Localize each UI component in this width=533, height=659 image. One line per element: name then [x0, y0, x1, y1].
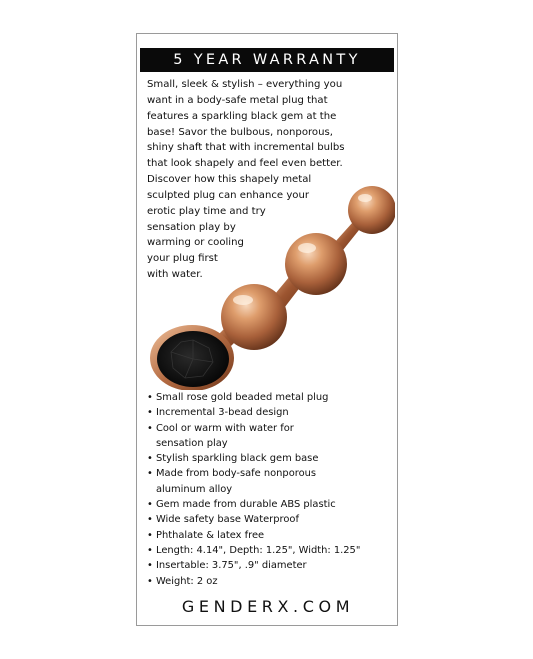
feature-item — [147, 405, 395, 420]
feature-text: Insertable: 3.75", .9" diameter — [156, 560, 307, 572]
feature-text: Gem made from durable ABS plastic — [156, 499, 336, 511]
feature-text: Made from body-safe nonporous — [156, 468, 317, 480]
feature-text: Weight: 2 oz — [156, 575, 218, 587]
bullet-icon: • — [147, 529, 153, 541]
description-line: sculpted plug can enhance your — [147, 189, 310, 201]
feature-text: Small rose gold beaded metal plug — [156, 392, 329, 403]
bullet-icon: • — [147, 468, 153, 480]
bullet-icon: • — [147, 499, 153, 511]
feature-item — [147, 528, 395, 543]
feature-item-continued — [147, 482, 395, 497]
description-line: Small, sleek & stylish – everything you — [147, 79, 343, 90]
feature-text: Phthalate & latex free — [156, 529, 265, 541]
description-line: warming or cooling — [147, 237, 244, 249]
bullet-icon: • — [147, 453, 153, 465]
feature-text: sensation play — [156, 437, 228, 449]
website-footer: GENDERX.COM — [181, 597, 355, 616]
description-line: shiny shaft that with incremental bulbs — [147, 142, 345, 154]
bead-bottom — [221, 284, 287, 350]
feature-item — [147, 421, 395, 436]
feature-item — [147, 390, 395, 405]
feature-text: Cool or warm with water for — [156, 422, 294, 434]
bullet-icon: • — [147, 560, 153, 572]
feature-item-continued — [147, 436, 395, 451]
feature-text: Length: 4.14", Depth: 1.25", Width: 1.25" — [156, 544, 361, 556]
bullet-icon: • — [147, 575, 153, 587]
feature-item — [147, 543, 395, 558]
description-line: that look shapely and feel even better. — [147, 158, 343, 170]
product-card — [136, 33, 398, 626]
bullet-icon: • — [147, 544, 153, 556]
feature-item — [147, 466, 395, 481]
feature-text: Wide safety base Waterproof — [156, 514, 299, 526]
description-line: features a sparkling black gem at the — [147, 110, 337, 122]
bullet-icon: • — [147, 422, 153, 434]
bullet-icon: • — [147, 514, 153, 526]
bead-top — [348, 186, 395, 234]
feature-text: Incremental 3-bead design — [156, 407, 289, 419]
warranty-banner: 5 YEAR WARRANTY — [140, 48, 394, 72]
description-line: erotic play time and try — [147, 205, 266, 217]
bullet-icon: • — [147, 407, 153, 419]
feature-item — [147, 451, 395, 466]
feature-text: aluminum alloy — [156, 483, 233, 495]
feature-item — [147, 497, 395, 512]
description-line: your plug first — [147, 253, 218, 265]
description-line: with water. — [147, 269, 203, 281]
description-line: Discover how this shapely metal — [147, 174, 312, 186]
product-image — [145, 170, 395, 390]
description-line: base! Savor the bulbous, nonporous, — [147, 126, 333, 138]
feature-item — [147, 512, 395, 527]
bullet-icon: • — [147, 392, 153, 403]
feature-item — [147, 574, 395, 589]
description-line: sensation play by — [147, 221, 236, 233]
feature-list — [147, 390, 395, 589]
feature-text: Stylish sparkling black gem base — [156, 453, 319, 465]
description-line: want in a body-safe metal plug that — [147, 94, 328, 106]
bead-middle — [285, 233, 347, 295]
feature-item — [147, 558, 395, 573]
